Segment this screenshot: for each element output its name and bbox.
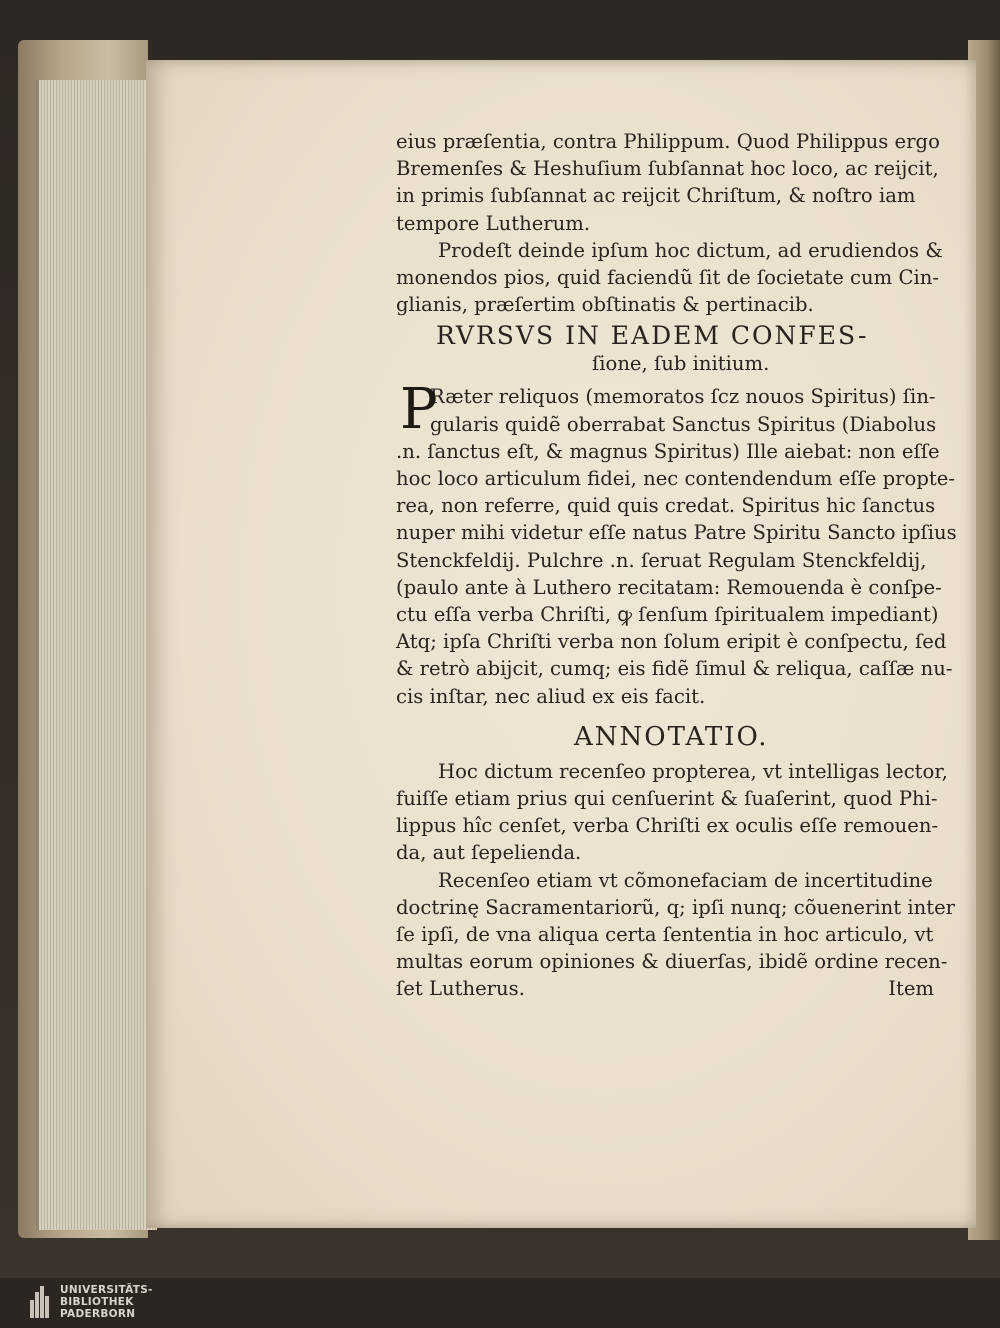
page-text <box>396 128 957 1003</box>
text-line: da, aut ſepelienda. <box>396 841 582 865</box>
text-line: eius præſentia, contra Philippum. Quod Philippus ergo <box>396 130 940 153</box>
text-line: Prodeſt deinde ipſum hoc dictum, ad erudiendos & <box>438 238 943 262</box>
text-line: lippus hîc cenſet, verba Chriſti ex oculis eſſe remouen- <box>396 814 939 838</box>
text-line: monendos pios, quid faciendũ ſit de ſocietate cum Cin- <box>396 266 939 290</box>
library-name-line: PADERBORN <box>60 1308 136 1320</box>
text-line: Bremenſes & Heshuſium ſubſannat hoc loco, ac reijcit, <box>396 157 939 181</box>
last-line-row <box>396 975 934 1002</box>
text-line: ſe ipſi, de vna aliqua certa ſententia in hoc articulo, vt <box>396 923 934 947</box>
text-line: tempore Lutherum. <box>396 211 591 235</box>
library-name-line: UNIVERSITÄTS- <box>60 1284 153 1296</box>
quote-paragraph <box>396 377 957 709</box>
text-line: Recenſeo etiam vt cõmonefaciam de incertitudine <box>438 868 933 892</box>
text-line: Ræter reliquos (memoratos ſcz nouos Spiritus) ſin- <box>430 385 936 409</box>
text-line: glianis, præſertim obſtinatis & pertinacib. <box>396 293 814 317</box>
text-line: fuiſſe etiam prius qui cenſuerint & ſuaſerint, quod Phi- <box>396 787 938 811</box>
text-line: hoc loco articulum fidei, nec contendendum eſſe propte- <box>396 467 955 491</box>
text-line: .n. ſanctus eſt, & magnus Spiritus) Ille aiebat: non eſſe <box>396 439 940 463</box>
library-logo-icon <box>30 1286 50 1318</box>
text-line: in primis ſubſannat ac reijcit Chriſtum, & noſtro iam <box>396 184 916 208</box>
text-line: Atq; ipſa Chriſti verba non ſolum eripit è conſpectu, ſed <box>396 630 947 654</box>
text-line: cis inſtar, nec aliud ex eis facit. <box>396 684 706 708</box>
text-line: nuper mihi videtur eſſe natus Patre Spiritu Sancto ipſius <box>396 521 957 545</box>
footer-bar <box>0 1278 1000 1328</box>
section-subheading: ſione, ſub initium. <box>592 352 770 376</box>
text-line: ctu eſſa verba Chriſti, ꝙ ſenſum ſpiritualem impediant) <box>396 603 939 627</box>
text-line: Hoc dictum recenſeo propterea, vt intelligas lector, <box>438 759 948 783</box>
text-line: (paulo ante à Luthero recitatam: Remouenda è conſpe- <box>396 575 942 599</box>
section-heading: RVRSVS IN EADEM CONFES- <box>436 321 869 351</box>
text-line: Stenckfeldij. Pulchre .n. ſeruat Regulam Stenckfeldij, <box>396 548 927 572</box>
library-name-line: BIBLIOTHEK <box>60 1296 134 1308</box>
library-name <box>60 1284 153 1320</box>
text-line: doctrinę Sacramentariorũ, q; ipſi nunq; cõuenerint inter <box>396 895 956 919</box>
text-line: rea, non referre, quid quis credat. Spiritus hic ſanctus <box>396 494 936 518</box>
drop-cap: P <box>400 377 438 443</box>
text-line: multas eorum opiniones & diuerſas, ibidẽ ordine recen- <box>396 950 948 974</box>
text-line: ſet Lutherus. <box>396 977 525 1001</box>
page-edges <box>36 80 157 1230</box>
text-line: & retrò abijcit, cumq; eis fidẽ ſimul & reliqua, caſſæ nu- <box>396 657 953 681</box>
text-line: gularis quidẽ oberrabat Sanctus Spiritus (Diabolus <box>430 412 937 436</box>
catchword: Item <box>888 977 934 1001</box>
annotatio-heading: ANNOTATIO. <box>574 721 769 752</box>
